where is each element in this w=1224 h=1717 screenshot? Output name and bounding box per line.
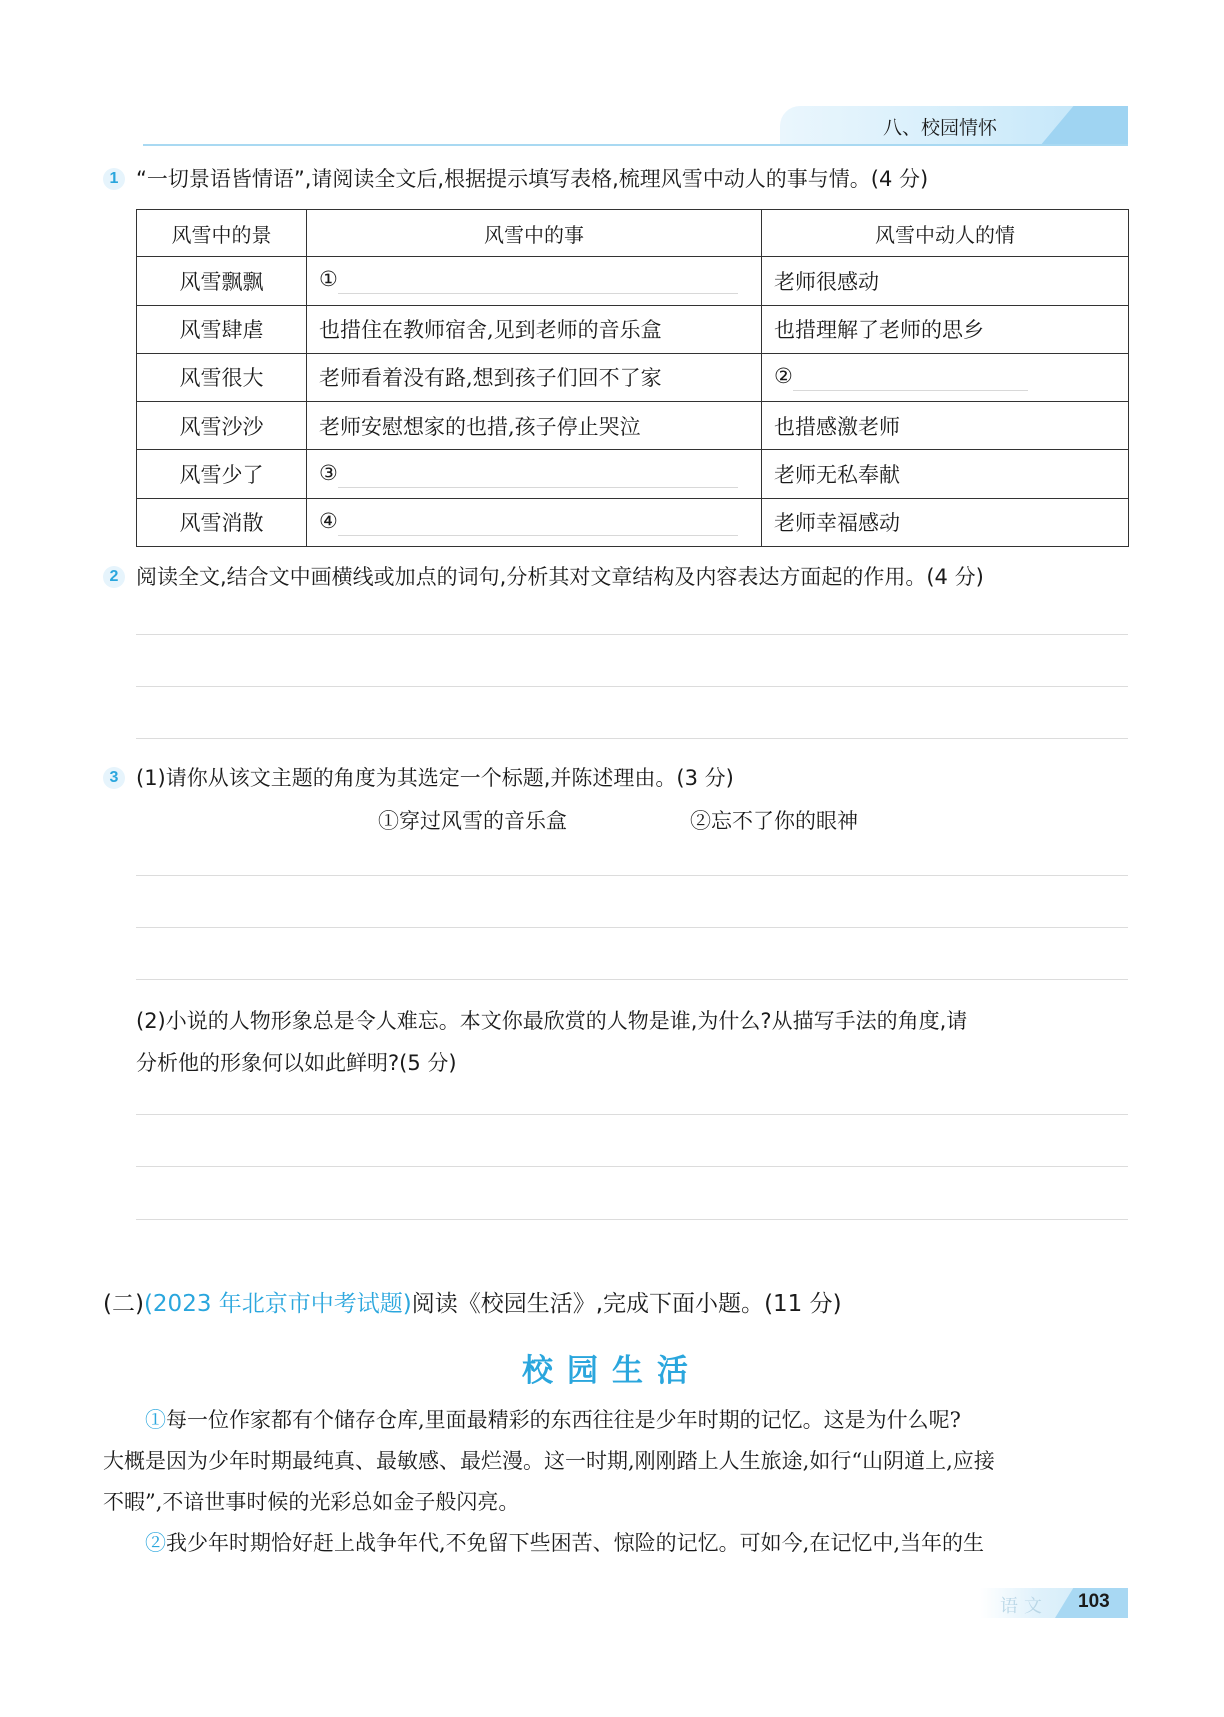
feeling-cell[interactable] [762,353,1129,401]
event-cell: 老师安慰想家的也措,孩子停止哭泣 [307,402,762,450]
question-number-2: 2 [103,566,125,588]
answer-blank[interactable] [338,509,738,536]
blank-marker: ③ [319,460,338,485]
table-row [137,402,1129,450]
answer-line[interactable] [136,1166,1128,1167]
question-1-text: “一切景语皆情语”,请阅读全文后,根据提示填写表格,梳理风雪中动人的事与情。(4 分) [136,167,929,191]
scene-cell: 风雪肆虐 [137,305,307,353]
question-2-text: 阅读全文,结合文中画横线或加点的词句,分析其对文章结构及内容表达方面起的作用。(4 分) [136,565,984,589]
question-number-1: 1 [103,168,125,190]
paragraph-2 [103,1523,1128,1564]
answer-line[interactable] [136,1114,1128,1115]
question-3-part-2-line-1: (2)小说的人物形象总是令人难忘。本文你最欣赏的人物是谁,为什么?从描写手法的角度,请 [136,1009,968,1033]
question-number-3: 3 [103,767,125,789]
title-option-1: ①穿过风雪的音乐盒 [378,809,567,833]
title-option-2: ②忘不了你的眼神 [690,809,858,833]
paragraph-line [103,1523,1128,1564]
table-row [137,498,1129,546]
table-row [137,257,1129,305]
paragraph-text: 我少年时期恰好赶上战争年代,不免留下些困苦、惊险的记忆。可如今,在记忆中,当年的生 [166,1531,985,1555]
table-row [137,353,1129,401]
table-header-event: 风雪中的事 [307,210,762,257]
section-instruction: 阅读《校园生活》,完成下面小题。 [411,1291,765,1317]
table-header-scene: 风雪中的景 [137,210,307,257]
table-row [137,305,1129,353]
answer-line[interactable] [136,1219,1128,1220]
blank-marker: ② [774,363,793,388]
answer-line[interactable] [136,634,1128,635]
scene-event-feeling-table [136,209,1129,547]
paragraph-line: 大概是因为少年时期最纯真、最敏感、最烂漫。这一时期,刚刚踏上人生旅途,如行“山阴道上,应接 [103,1449,995,1473]
blank-marker: ① [319,267,338,292]
blank-marker: ④ [319,508,338,533]
section-prefix: (二) [103,1291,144,1317]
answer-blank[interactable] [338,267,738,294]
paragraph-line [103,1400,1128,1441]
paragraph-text: 每一位作家都有个储存仓库,里面最精彩的东西往往是少年时期的记忆。这是为什么呢? [166,1408,961,1432]
question-3-part-1: (1)请你从该文主题的角度为其选定一个标题,并陈述理由。(3 分) [136,766,734,790]
footer-subject: 语文 [1000,1596,1048,1617]
header-rule [143,144,1128,146]
answer-line[interactable] [136,927,1128,928]
answer-line[interactable] [136,686,1128,687]
answer-blank[interactable] [793,364,1028,391]
section-score: (11 分) [764,1291,842,1317]
event-cell[interactable] [307,450,762,498]
question-3-part-2-line-2: 分析他的形象何以如此鲜明?(5 分) [136,1051,457,1075]
section-source: (2023 年北京市中考试题) [143,1291,412,1317]
event-cell[interactable] [307,257,762,305]
scene-cell: 风雪少了 [137,450,307,498]
page-number: 103 [1078,1591,1110,1612]
table-row [137,450,1129,498]
answer-line[interactable] [136,875,1128,876]
paragraph-number: ① [145,1408,166,1432]
feeling-cell: 老师幸福感动 [762,498,1129,546]
scene-cell: 风雪很大 [137,353,307,401]
scene-cell: 风雪沙沙 [137,402,307,450]
feeling-cell: 老师很感动 [762,257,1129,305]
scene-cell: 风雪飘飘 [137,257,307,305]
article-title: 校园生活 [522,1353,702,1389]
paragraph-number: ② [145,1531,166,1555]
table-header-row [137,210,1129,257]
event-cell: 也措住在教师宿舍,见到老师的音乐盒 [307,305,762,353]
section-heading [103,1285,842,1318]
feeling-cell: 也措感激老师 [762,402,1129,450]
answer-line[interactable] [136,979,1128,980]
feeling-cell: 老师无私奉献 [762,450,1129,498]
event-cell: 老师看着没有路,想到孩子们回不了家 [307,353,762,401]
paragraph-line: 不暇”,不谙世事时候的光彩总如金子般闪亮。 [103,1490,520,1514]
table-header-feeling: 风雪中动人的情 [762,210,1129,257]
scene-cell: 风雪消散 [137,498,307,546]
feeling-cell: 也措理解了老师的思乡 [762,305,1129,353]
chapter-title: 八、校园情怀 [882,117,997,139]
event-cell[interactable] [307,498,762,546]
paragraph-1 [103,1400,1128,1523]
answer-blank[interactable] [338,461,738,488]
answer-line[interactable] [136,738,1128,739]
